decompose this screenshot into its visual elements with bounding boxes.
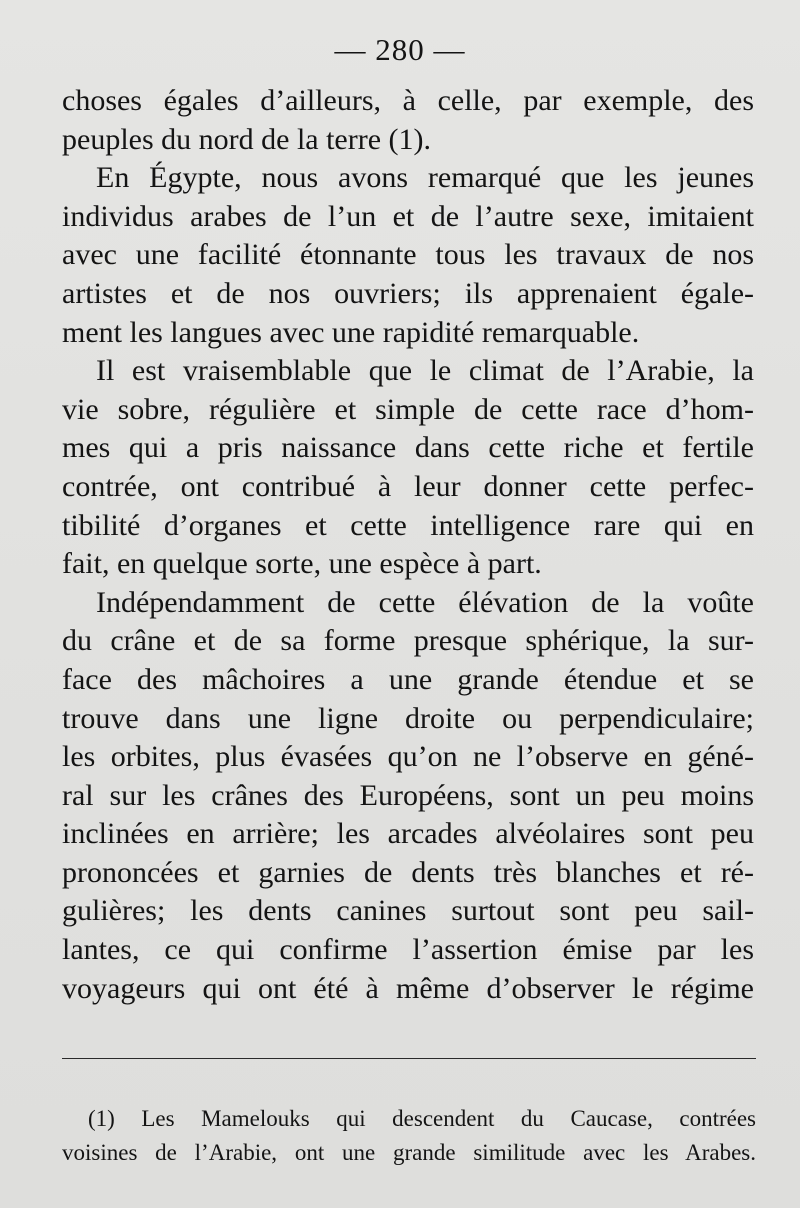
text-line: choses égales d’ailleurs, à celle, par exemple, des bbox=[62, 84, 754, 117]
paragraph bbox=[62, 352, 754, 584]
footnote-rule bbox=[62, 1058, 756, 1059]
show-through-text bbox=[80, 1012, 86, 1038]
text-line: Indépendamment de cette élévation de la voûte bbox=[96, 585, 754, 619]
text-line: inclinées en arrière; les arcades alvéolaires sont peu bbox=[62, 817, 754, 851]
text-line: du crâne et de sa forme presque sphérique, la sur- bbox=[62, 624, 754, 658]
text-line: vie sobre, régulière et simple de cette race d’hom- bbox=[62, 392, 754, 426]
text-line: voyageurs qui ont été à même d’observer le régime bbox=[62, 971, 754, 1005]
text-line: Il est vraisemblable que le climat de l’Arabie, la bbox=[96, 354, 754, 388]
text-line: artistes et de nos ouvriers; ils apprenaient égale- bbox=[62, 276, 754, 310]
footnote-line: (1) Les Mamelouks qui descendent du Caucase, contrées bbox=[88, 1106, 756, 1131]
main-text bbox=[62, 82, 754, 1008]
footnote-line: voisines de l’Arabie, ont une grande similitude avec les Arabes. bbox=[62, 1140, 756, 1165]
text-line: En Égypte, nous avons remarqué que les jeunes bbox=[96, 161, 754, 195]
text-line: mes qui a pris naissance dans cette riche et fertile bbox=[62, 431, 754, 465]
page-number: — 280 — bbox=[334, 32, 466, 67]
text-line: ral sur les crânes des Européens, sont un peu moins bbox=[62, 778, 754, 812]
text-line: avec une facilité étonnante tous les travaux de nos bbox=[62, 238, 754, 272]
footnote bbox=[62, 1102, 756, 1170]
paragraph bbox=[62, 584, 754, 1009]
text-line: contrée, ont contribué à leur donner cette perfec- bbox=[62, 469, 754, 503]
text-line: gulières; les dents canines surtout sont peu sail- bbox=[62, 894, 754, 928]
paragraph bbox=[62, 82, 754, 159]
text-line: les orbites, plus évasées qu’on ne l’observe en géné- bbox=[62, 740, 754, 774]
text-line: ment les langues avec une rapidité remarquable. bbox=[62, 315, 640, 349]
text-line: tibilité d’organes et cette intelligence rare qui en bbox=[62, 508, 754, 542]
paragraph bbox=[62, 159, 754, 352]
text-line: individus arabes de l’un et de l’autre sexe, imitaient bbox=[62, 199, 754, 233]
text-line: trouve dans une ligne droite ou perpendiculaire; bbox=[62, 701, 754, 735]
text-line: peuples du nord de la terre (1). bbox=[62, 122, 432, 156]
text-line: lantes, ce qui confirme l’assertion émise par les bbox=[62, 933, 754, 967]
text-line: prononcées et garnies de dents très blanches et ré- bbox=[62, 855, 754, 889]
text-line: fait, en quelque sorte, une espèce à part. bbox=[62, 547, 542, 581]
text-line: face des mâchoires a une grande étendue et se bbox=[62, 662, 754, 696]
